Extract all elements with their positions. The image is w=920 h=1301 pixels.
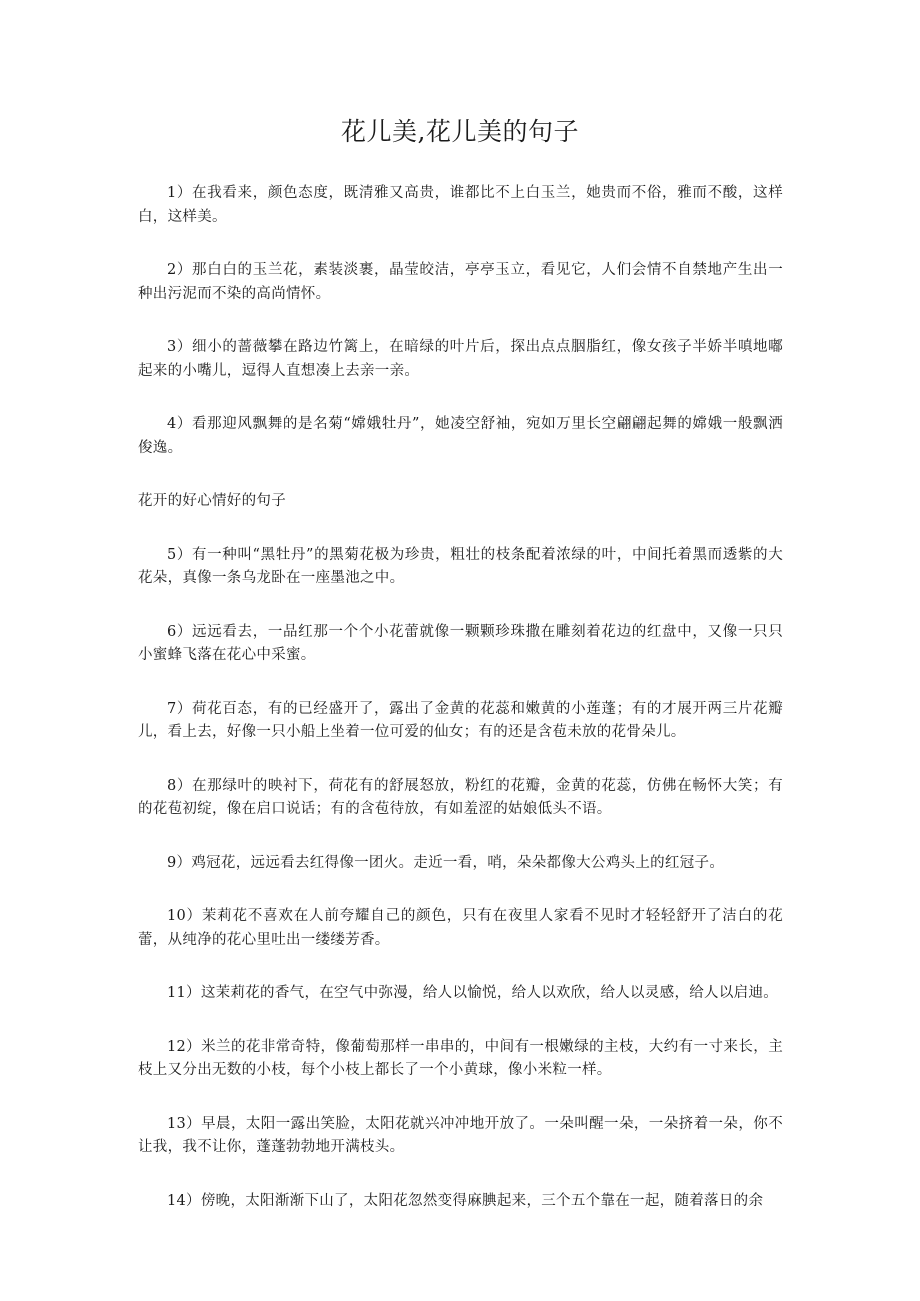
paragraph-7: 7）荷花百态，有的已经盛开了，露出了金黄的花蕊和嫩黄的小莲蓬；有的才展开两三片花瓣儿，看上去，好像一只小船上坐着一位可爱的仙女；有的还是含苞未放的花骨朵儿。 bbox=[138, 700, 783, 740]
paragraph-2: 2）那白白的玉兰花，素装淡裹，晶莹皎洁，亭亭玉立，看见它，人们会情不自禁地产生出一种出污泥而不染的高尚情怀。 bbox=[138, 262, 783, 302]
paragraph-8: 8）在那绿叶的映衬下，荷花有的舒展怒放，粉红的花瓣，金黄的花蕊，仿佛在畅怀大笑；有的花苞初绽，像在启口说话；有的含苞待放，有如羞涩的姑娘低头不语。 bbox=[138, 777, 783, 817]
paragraph-14: 14）傍晚，太阳渐渐下山了，太阳花忽然变得麻腆起来，三个五个靠在一起，随着落日的余 bbox=[167, 1192, 764, 1209]
section-heading: 花开的好心情好的句子 bbox=[138, 493, 286, 509]
paragraph-13: 13）早晨，太阳一露出笑脸，太阳花就兴冲冲地开放了。一朵叫醒一朵，一朵挤着一朵，你不让我，我不让你，蓬蓬勃勃地开满枝头。 bbox=[138, 1115, 783, 1155]
paragraph-6: 6）远远看去，一品红那一个个小花蕾就像一颗颗珍珠撒在雕刻着花边的红盘中，又像一只只小蜜蜂飞落在花心中采蜜。 bbox=[138, 623, 783, 663]
paragraph-5: 5）有一种叫“黑牡丹”的黑菊花极为珍贵，粗壮的枝条配着浓绿的叶，中间托着黑而透紫的大花朵，真像一条乌龙卧在一座墨池之中。 bbox=[138, 546, 783, 586]
paragraph-9: 9）鸡冠花，远远看去红得像一团火。走近一看，哨，朵朵都像大公鸡头上的红冠子。 bbox=[167, 854, 725, 871]
document-title: 花儿美,花儿美的句子 bbox=[341, 117, 579, 146]
paragraph-12: 12）米兰的花非常奇特，像葡萄那样一串串的，中间有一根嫩绿的主枝，大约有一寸来长，主枝上又分出无数的小枝，每个小枝上都长了一个小黄球，像小米粒一样。 bbox=[138, 1038, 783, 1078]
paragraph-1: 1）在我看来，颜色态度，既清雅又高贵，谁都比不上白玉兰，她贵而不俗，雅而不酸，这样白，这样美。 bbox=[138, 185, 783, 225]
paragraph-10: 10）茉莉花不喜欢在人前夸耀自己的颜色，只有在夜里人家看不见时才轻轻舒开了洁白的花蕾，从纯净的花心里吐出一缕缕芳香。 bbox=[138, 908, 783, 948]
paragraph-4: 4）看那迎风飘舞的是名菊“嫦娥牡丹”，她凌空舒袖，宛如万里长空翩翩起舞的嫦娥一般飘洒俊逸。 bbox=[138, 416, 783, 456]
document-body bbox=[138, 182, 783, 1243]
paragraph-3: 3）细小的蔷薇攀在路边竹篱上，在暗绿的叶片后，探出点点胭脂红，像女孩子半娇半嗔地嘟起来的小嘴儿，逗得人直想凑上去亲一亲。 bbox=[138, 339, 783, 379]
paragraph-11: 11）这茉莉花的香气，在空气中弥漫，给人以愉悦，给人以欢欣，给人以灵感，给人以启迪。 bbox=[167, 985, 779, 1001]
